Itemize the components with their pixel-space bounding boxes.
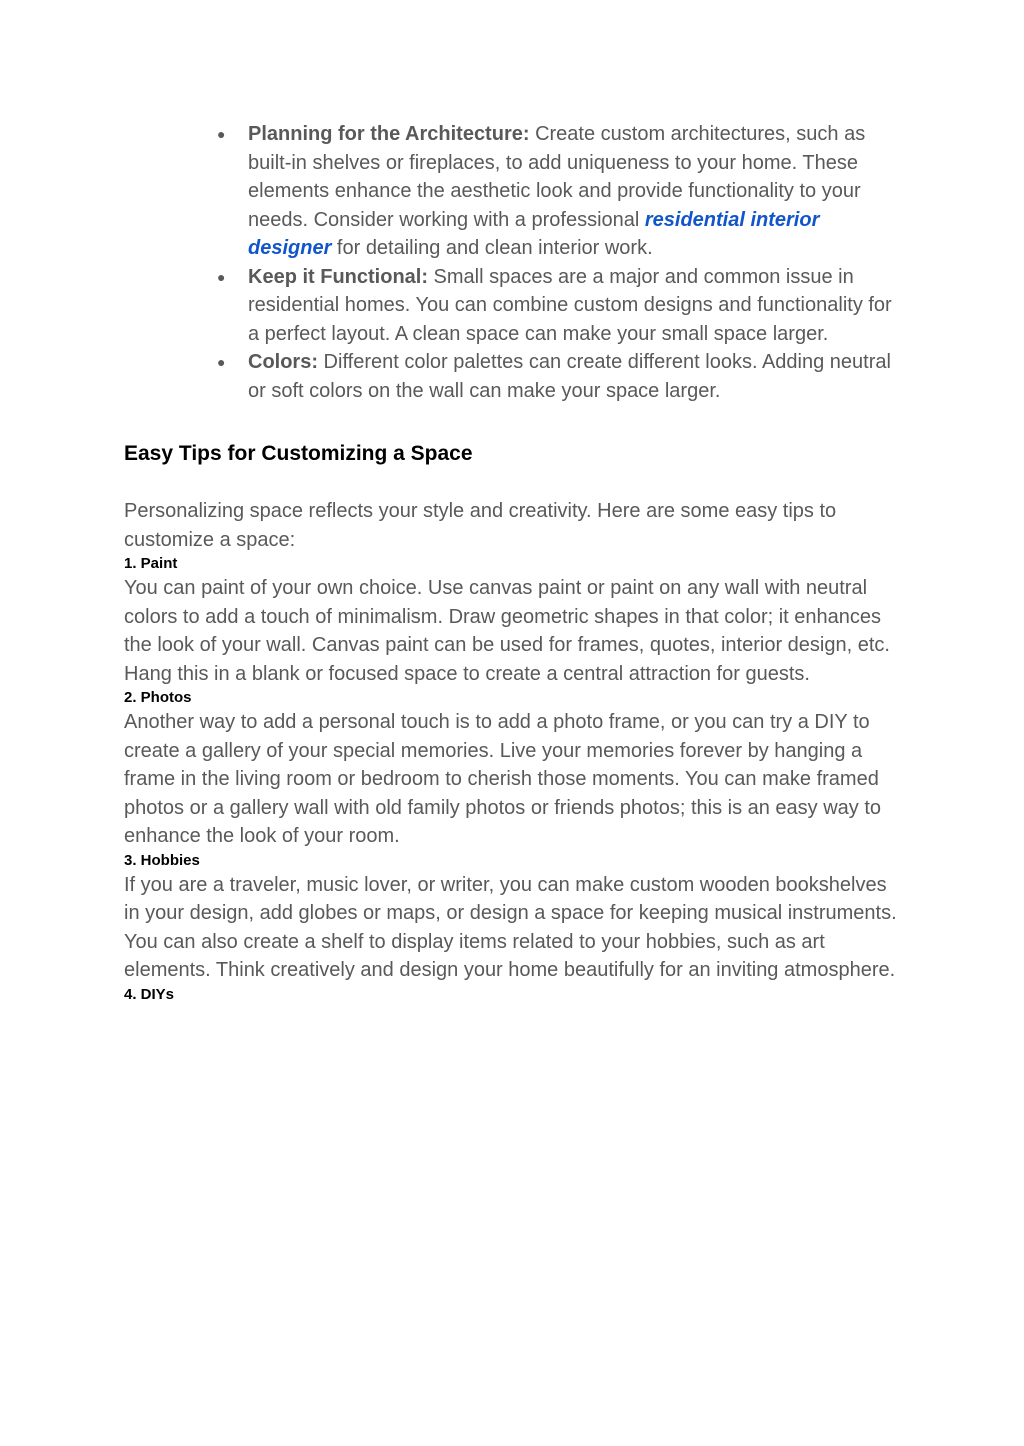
bullet-icon: ● xyxy=(217,126,226,142)
tip-body-photos: Another way to add a personal touch is to add a photo frame, or you can try a DIY to create a gallery of your special memories. Live your memories forever by hanging a frame in the living room or bedroom to cherish those moments. You can make framed photos or a gallery wall with old family photos or friends photos; this is an easy way to enhance the look of your room. xyxy=(124,711,882,847)
bullet-text: Different color palettes can create different looks. Adding neutral or soft colors on the wall can make your space larger. xyxy=(248,351,891,402)
bullet-list xyxy=(124,120,899,405)
bullet-term: Colors: xyxy=(248,351,318,373)
bullet-term: Keep it Functional: xyxy=(248,265,428,288)
bullet-item-functional xyxy=(217,263,899,349)
bullet-item-colors xyxy=(217,348,899,405)
bullet-icon: ● xyxy=(217,268,226,285)
bullet-text: Create custom architectures, such as built-in shelves or fireplaces, to add uniqueness to your home. These elements enhance the aesthetic look and provide functionality to your needs. Consider working with a professional xyxy=(248,123,866,231)
tip-body-paint: You can paint of your own choice. Use canvas paint or paint on any wall with neutral colors to add a touch of minimalism. Draw geometric shapes in that color; it enhances the look of your wall. Canvas paint can be used for frames, quotes, interior design, etc. Hang this in a blank or focused space to create a central attraction for guests. xyxy=(124,577,890,685)
section-heading: Easy Tips for Customizing a Space xyxy=(124,442,473,465)
bullet-term: Planning for the Architecture: xyxy=(248,123,530,145)
document-page xyxy=(124,120,899,1005)
tip-heading-diys: 4. DIYs xyxy=(124,985,175,1003)
tip-heading-hobbies: 3. Hobbies xyxy=(124,851,200,869)
section-intro: Personalizing space reflects your style and creativity. Here are some easy tips to customize a space: xyxy=(124,500,837,551)
bullet-item-architecture xyxy=(217,120,899,263)
tip-heading-photos: 2. Photos xyxy=(124,689,192,706)
bullet-text-after: for detailing and clean interior work. xyxy=(331,237,653,259)
tip-body-hobbies: If you are a traveler, music lover, or writer, you can make custom wooden bookshelves in your design, add globes or maps, or design a space for keeping musical instruments. You can also create a shelf to display items related to your hobbies, such as art elements. Think creatively and design your home beautifully for an inviting atmosphere. xyxy=(124,873,897,981)
residential-interior-designer-link[interactable]: residential interior designer xyxy=(248,208,820,259)
bullet-icon: ● xyxy=(217,354,226,370)
tip-heading-paint: 1. Paint xyxy=(124,555,178,572)
bullet-text: Small spaces are a major and common issue in residential homes. You can combine custom designs and functionality for a perfect layout. A clean space can make your small space larger. xyxy=(248,265,892,345)
